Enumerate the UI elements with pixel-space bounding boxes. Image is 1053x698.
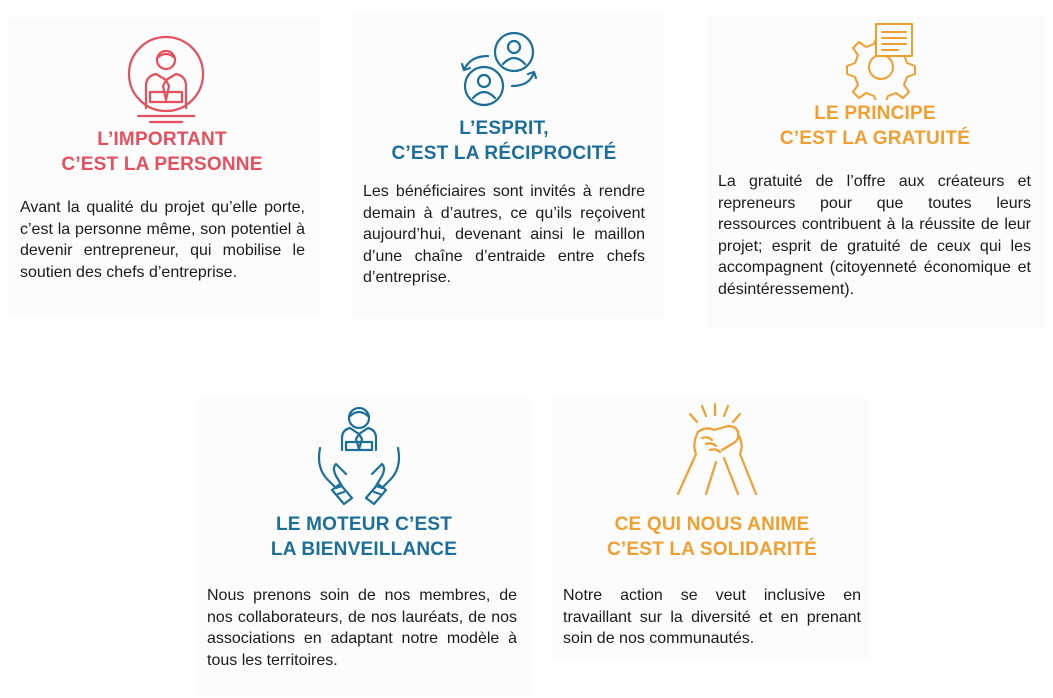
- hands-holding-person-icon: [316, 404, 402, 506]
- title-line-1: LE PRINCIPE: [814, 103, 936, 124]
- title-line-1: L’ESPRIT,: [459, 118, 549, 139]
- title-line-2: C’EST LA GRATUITÉ: [779, 128, 971, 149]
- card-title-bienveillance: [222, 512, 506, 562]
- card-title-reciprocite: [362, 116, 646, 166]
- card-body-bienveillance: Nous prenons soin de nos membres, de nos collaborateurs, de nos lauréats, de nos associations en adaptant notre modèle à tous les territoires.: [207, 587, 517, 669]
- card-body-reciprocite: Les bénéficiaires sont invités à rendre demain à d’autres, ce qu’ils reçoivent aujourd’hui, devenant ainsi le maillon d’une chaîne d’entraide entre chefs d’entreprise.: [363, 183, 645, 286]
- title-line-2: LA BIENVEILLANCE: [270, 539, 458, 560]
- exchange-people-icon: [458, 30, 542, 110]
- card-body-solidarite: Notre action se veut inclusive en travaillant sur la diversité et en prenant soin de nos communautés.: [563, 587, 861, 647]
- card-title-personne: [20, 127, 304, 177]
- title-line-2: C’EST LA SOLIDARITÉ: [607, 539, 817, 560]
- gear-document-icon: [840, 22, 916, 100]
- title-line-2: C’EST LA RÉCIPROCITÉ: [391, 143, 617, 164]
- title-line-1: L’IMPORTANT: [97, 129, 227, 150]
- handshake-icon: [672, 402, 758, 502]
- person-in-circle-icon: [124, 34, 208, 124]
- card-body-gratuite: La gratuité de l’offre aux créateurs et repreneurs pour que toutes leurs ressources contribuent à la réussite de leur projet; esprit de gratuité de ceux qui les accompagnent (citoyenneté économique et désintéressement).: [718, 173, 1031, 298]
- title-line-1: LE MOTEUR C’EST: [275, 514, 453, 535]
- card-title-gratuite: [733, 101, 1017, 151]
- card-body-personne: Avant la qualité du projet qu’elle porte, c’est la personne même, son potentiel à devenir entrepreneur, qui mobilise le soutien des chefs d’entreprise.: [20, 199, 305, 281]
- title-line-1: CE QUI NOUS ANIME: [614, 514, 810, 535]
- title-line-2: C’EST LA PERSONNE: [61, 154, 263, 175]
- card-title-solidarite: [570, 512, 854, 562]
